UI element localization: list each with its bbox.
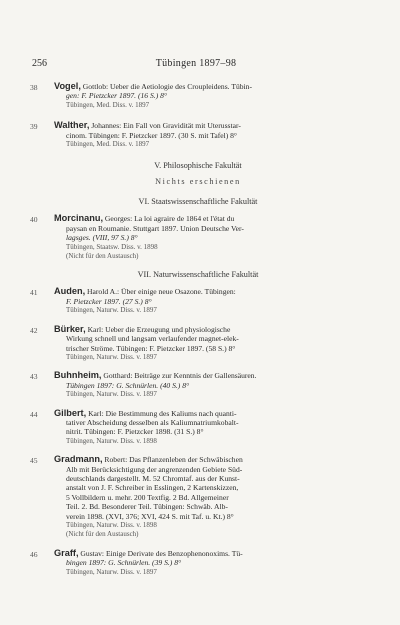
- entry-line: Tübingen, Med. Diss. v. 1897: [66, 140, 150, 149]
- section-philosophische: V. Philosophische Fakultät: [154, 161, 242, 171]
- entry-title-text: Harold A.: Über einige neue Osazone. Tübingen:: [87, 287, 236, 297]
- entry-number: 40: [30, 215, 38, 225]
- entry-line: Tübingen, Naturw. Diss. v. 1897: [66, 390, 157, 399]
- entry-number: 39: [30, 122, 38, 132]
- entry-line: Tübingen, Naturw. Diss. v. 1897: [66, 567, 157, 576]
- entry-39: [30, 121, 366, 149]
- entry-line: Tübingen, Staatsw. Diss. v. 1898: [66, 242, 158, 251]
- entry-line: anstalt von J. F. Schreiber in Esslingen, 2 Kartenskizzen,: [66, 483, 239, 493]
- entry-line: verein 1898. (XVI, 376; XVI, 424 S. mit Taf. u. Kt.) 8°: [66, 511, 234, 521]
- entry-title-text: Robert: Das Pflanzenleben der Schwäbischen: [104, 455, 243, 465]
- entry-45: [30, 455, 366, 540]
- entry-line: paysan en Roumanie. Stuttgart 1897. Union Deutsche Ver-: [66, 223, 244, 233]
- entry-41: [30, 287, 366, 315]
- entry-author: Walther,: [54, 120, 90, 131]
- entry-line: (Nicht für den Austausch): [66, 252, 139, 261]
- entry-line: F. Pietzcker 1897. (27 S.) 8°: [66, 296, 152, 306]
- entry-line: Tübingen, Naturw. Diss. v. 1898: [66, 521, 157, 529]
- entry-title-text: Georges: La loi agraire de 1864 et l'état du: [104, 214, 235, 224]
- entry-first-line: [54, 287, 366, 296]
- entry-number: 38: [30, 83, 38, 92]
- entry-line: gen: F. Pietzcker 1897. (16 S.) 8°: [66, 91, 167, 101]
- entry-line: Tübingen, Naturw. Diss. v. 1897: [66, 352, 157, 361]
- entry-line: tativer Abscheidung desselben als Kaliumnatriumkobalt-: [66, 417, 239, 427]
- entry-line: cinom. Tübingen: F. Pietzcker 1897. (30 S. mit Tafel) 8°: [66, 130, 237, 140]
- entry-first-line: [54, 82, 366, 91]
- entry-43: [30, 371, 366, 399]
- entry-line: Tübingen 1897: G. Schnürlen. (40 S.) 8°: [66, 380, 190, 390]
- entry-line: Teil. 2. Bd. Besonderer Teil. Tübingen: Schwäb. Alb-: [66, 502, 228, 512]
- entry-first-line: [54, 325, 366, 334]
- entry-first-line: [54, 455, 366, 464]
- section-naturwiss: VII. Naturwissenschaftliche Fakultät: [137, 270, 259, 280]
- entry-line: (Nicht für den Austausch): [66, 530, 139, 539]
- entry-number: 42: [30, 325, 38, 335]
- entry-46: [30, 549, 366, 577]
- entry-number: 45: [30, 456, 38, 466]
- entry-author: Vogel,: [54, 81, 81, 91]
- entry-line: trischer Ströme. Tübingen: F. Pietzcker 1897. (58 S.) 8°: [66, 343, 236, 353]
- entries-content: [30, 76, 366, 577]
- nichts-erschienen: Nichts erschienen: [155, 177, 241, 187]
- page-number: 256: [32, 58, 47, 69]
- entry-38: [30, 82, 366, 110]
- entry-number: 46: [30, 549, 38, 559]
- entry-line: Alb mit Berücksichtigung der angrenzenden Gebiete Süd-: [66, 464, 243, 474]
- entry-title-text: Gotthard: Beiträge zur Kenntnis der Gallensäuren.: [103, 371, 257, 381]
- entry-line: Tübingen, Naturw. Diss. v. 1898: [66, 436, 157, 445]
- entry-first-line: [54, 371, 366, 380]
- entry-line: deutschlands dargestellt. M. 52 Chromtaf. aus der Kunst-: [66, 473, 240, 483]
- entry-number: 44: [30, 409, 38, 419]
- entry-title-text: Johannes: Ein Fall von Gravidität mit Uterusstar-: [91, 121, 241, 131]
- entry-line: lagsges. (VIII, 97 S.) 8°: [66, 233, 138, 243]
- entry-author: Gilbert,: [54, 407, 87, 418]
- entry-40: [30, 214, 366, 261]
- entry-author: Bürker,: [54, 323, 86, 334]
- entry-number: 41: [30, 288, 38, 298]
- entry-number: 43: [30, 372, 38, 382]
- entry-42: [30, 325, 366, 363]
- entry-title-text: Karl: Die Bestimmung des Kaliums nach quanti-: [88, 408, 237, 418]
- entry-author: Gradmann,: [54, 454, 103, 465]
- entry-title-text: Karl: Ueber die Erzeugung und physiologische: [87, 324, 231, 334]
- entry-author: Auden,: [54, 286, 86, 297]
- entry-line: Wirkung schnell und langsam verlaufender magnet-elek-: [66, 334, 239, 344]
- entry-first-line: [54, 214, 366, 223]
- entry-line: bingen 1897: G. Schnürlen. (39 S.) 8°: [66, 558, 182, 568]
- entry-44: [30, 409, 366, 447]
- entry-author: Graff,: [54, 547, 79, 558]
- entry-title-text: Gottlob: Ueber die Aetiologie des Croupleidens. Tübin-: [82, 82, 253, 91]
- entry-line: nitrit. Tübingen: F. Pietzcker 1898. (31 S.) 8°: [66, 427, 204, 437]
- entry-line: 5 Vollbildern u. mehr. 200 Textfig. 2 Bd. Allgemeiner: [66, 492, 229, 502]
- entry-first-line: [54, 409, 366, 418]
- running-title: Tübingen 1897–98: [155, 58, 237, 69]
- entry-author: Buhnheim,: [54, 370, 102, 381]
- entry-author: Morcinanu,: [54, 213, 104, 224]
- section-staatswiss: VI. Staatswissenschaftliche Fakultät: [138, 197, 258, 207]
- entry-title-text: Gustav: Einige Derivate des Benzophenonoxims. Tü-: [80, 548, 243, 558]
- entry-line: Tübingen, Naturw. Diss. v. 1897: [66, 306, 157, 315]
- entry-first-line: [54, 121, 366, 130]
- entry-first-line: [54, 549, 366, 558]
- entry-line: Tübingen, Med. Diss. v. 1897: [66, 100, 150, 109]
